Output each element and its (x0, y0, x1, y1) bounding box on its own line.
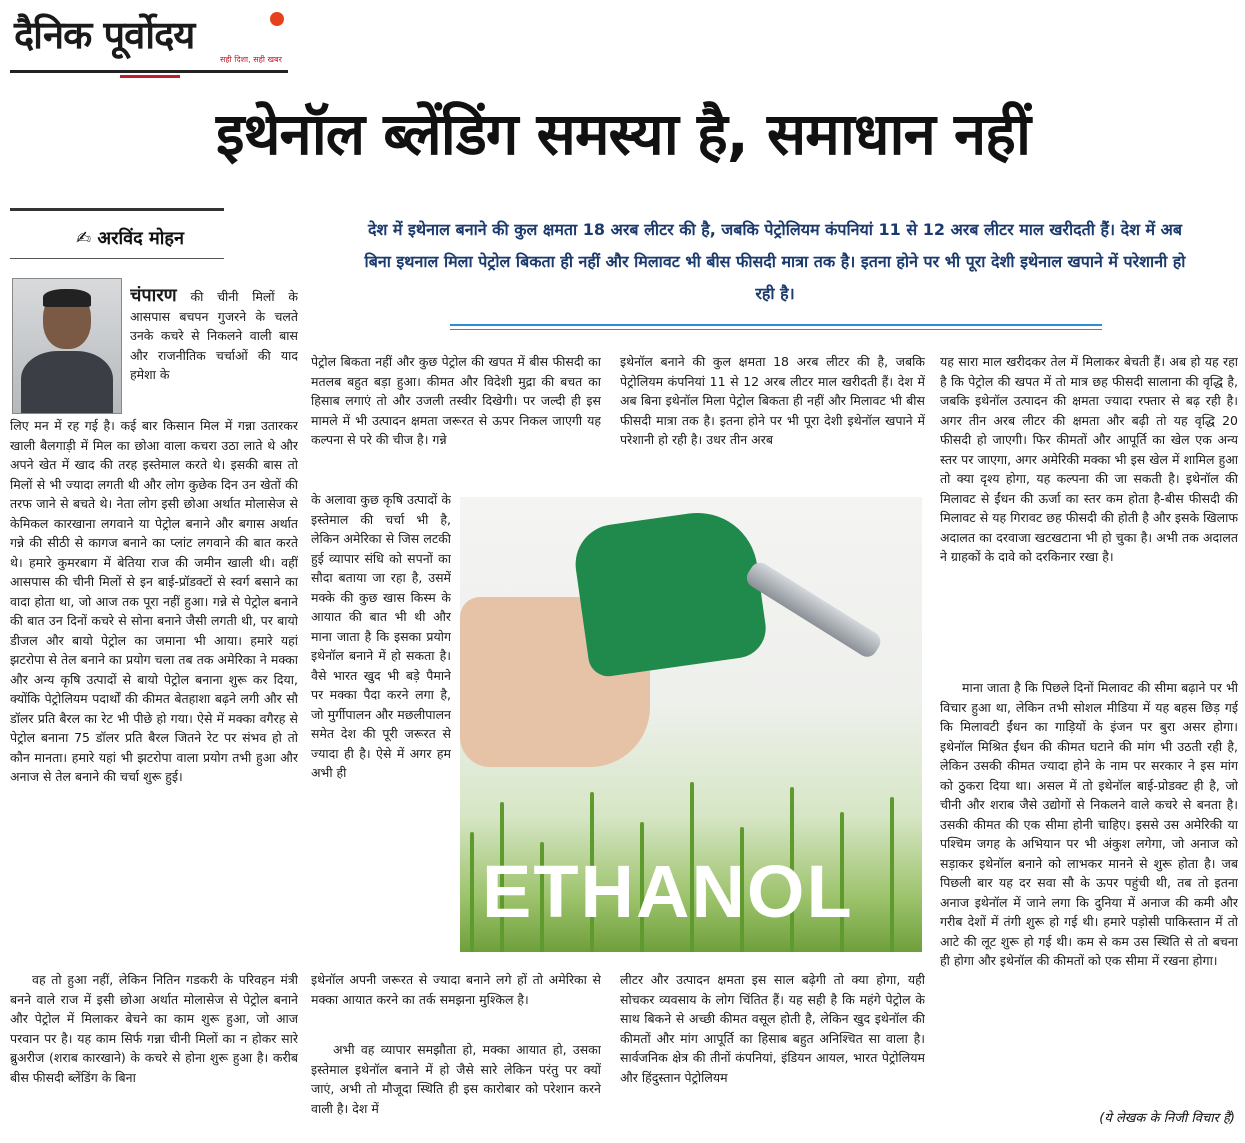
author-photo-body (21, 351, 113, 414)
dateline: चंपारण (130, 286, 177, 306)
col4-body: यह सारा माल खरीदकर तेल में मिलाकर बेचती हैं। अब हो यह रहा है कि पेट्रोल की खपत में तो मात्र छह फीसदी सालाना की वृद्धि है, जबकि इथेनॉल उत्पादन की क्षमता ज्यादा रफ्तार से बढ़ रही है। अगर तीन अरब लीटर की क्षमता और बढ़ी तो यह वृद्धि 20 फीसदी हो जाएगी। फिर कीमतों और आपूर्ति का खेल एक अन्य स्तर पर जाएगा, अगर अमेरिकी मक्का भी इस खेल में शामिल हुआ तो क्या दृश्य होगा, यह कल्पना की जा सकती है। इथेनॉल की मिलावट से ईंधन की ऊर्जा का स्तर कम होता है-बीस फीसदी की मिलावट से यह गिरावट छह फीसदी की होती है और इसके खिलाफ अदालत का दरवाजा खटखटाना भी हो चुका है। अभी तक अदालत ने ग्राहकों के दावे को दरकिनार रखा है। (940, 354, 1238, 564)
masthead-rule (10, 70, 288, 73)
author-photo-hair (43, 289, 91, 307)
col1-body2: वह तो हुआ नहीं, लेकिन नितिन गडकरी के परिवहन मंत्री बनने वाले राज में इसी छोआ अर्थात मोलासेज से पेट्रोल बनाने और पेट्रोल में मिलाकर बेचने का काम शुरू हुआ, जो आज परवान पर है। यह काम सिर्फ गन्ना चीनी मिलों का न होकर सारे ब्रुअरीज (शराब कारखाने) के कचरे से होना शुरू हुआ है। करीब बीस फीसदी ब्लेंडिंग के बिना (10, 972, 298, 1085)
col2-mid: के अलावा कुछ कृषि उत्पादों के इस्तेमाल की चर्चा भी है, लेकिन अमेरिका से जिस लटकी हुई व्यापार संधि को सपनों का सौदा बताया जा रहा है, उसमें मक्के की कुछ खास किस्म के आयात की बात भी थी और माना जाता है कि इसका प्रयोग इथेनॉल बनाने में हो सकता है। वैसे भारत खुद भी बड़े पैमाने पर मक्का पैदा करने लगा है, जो मुर्गीपालन और मछलीपालन समेत देश की पूरी जरूरत से ज्यादा ही है। ऐसे में अगर हम अभी ही (311, 492, 451, 780)
fuel-nozzle-icon (570, 505, 769, 679)
byline: ✍ अरविंद मोहन (76, 228, 184, 249)
nozzle-spout (743, 559, 884, 661)
standfirst: देश में इथेनाल बनाने की कुल क्षमता 18 अरब लीटर की है, जबकि पेट्रोलियम कंपनियां 11 से 12 अरब लीटर माल खरीदती हैं। देश में अब बिना इथनाल मिला पेट्रोल बिकता ही नहीं और मिलावट भी बीस फीसदी मात्रा तक है। इतना होने पर भी पूरा देशी इथेनाल खपाने में परेशानी हो रही है। (364, 220, 1186, 303)
masthead (10, 8, 300, 72)
author-disclaimer: (ये लेखक के निजी विचार हैं) (1099, 1111, 1235, 1126)
col1-intro-text: की चीनी मिलों के आसपास बचपन गुजरने के चलते उनके कचरे से निकलने वाली बास और राजनीतिक चर्चाओं की याद हमेशा के (130, 289, 298, 382)
col1-body: लिए मन में रह गई है। कई बार किसान मिल में गन्ना उतारकर खाली बैलगाड़ी में मिल का छोआ वाला कचरा उठा लाते थे और अपने खेत में खाद की तरह इस्तेमाल करते थे। इसकी बास तो मिलों से भी ज्यादा लगती थी और लोग कुछेक दिन उन खेतों की तरफ जाने से बचते थे। नेता लोग इसी छोआ अर्थात मोलासेज से केमिकल कारखाना लगवाने या पेट्रोल बनाने और बगास अर्थात गन्ने की सीठी से कागज बनाने का प्लांट लगवाने की बात करते थे। हमारे कुमरबाग में बेतिया राज की जमीन खाली थी। वहीं आसपास की चीनी मिलों से इन बाई-प्रॉडक्टों से स्वर्ग बसाने का वादा होता था, जो आज तक पूरा नहीं हुआ। गन्ने से पेट्रोल बनाने की बात उन दिनों कचरे से सोना बनाने जैसी लगती थी, पर बायो डीजल और बायो पेट्रोल का जमाना भी आया। हमारे यहां झटरोपा से तेल बनाने का प्रयोग चला तब तक अमेरिका ने मक्का और अन्य कृषि उत्पादों से बायो पेट्रोल बनाना शुरू कर दिया, क्योंकि पेट्रोलियम पदार्थों की कीमत बेतहाशा बढ़ने लगी और सौ डॉलर प्रति बैरल का रेट भी पीछे हो गया। ऐसे में मक्का वगैरह से पेट्रोल बनाना 75 डॉलर प्रति बैरल जितने रेट पर संभव हो तो कौन मानता। हमारे यहां भी झटरोपा वाला प्रयोग तभी हुआ और अनाज से तेल बनाने की चर्चा शुरू हुई। (10, 418, 298, 784)
author-photo (12, 278, 122, 414)
ethanol-label: ETHANOL (482, 850, 854, 933)
standfirst-rule (450, 324, 1102, 326)
col3-top: इथेनॉल बनाने की कुल क्षमता 18 अरब लीटर की है, जबकि पेट्रोलियम कंपनियां 11 से 12 अरब लीटर माल खरीदती हैं। देश में अब बिना इथेनॉल मिला पेट्रोल बिकता ही नहीं और मिलावट भी बीस फीसदी मात्रा तक है। इतना होने पर भी पूरा देशी इथेनॉल खपाने में परेशानी हो रही है। उधर तीन अरब (620, 354, 925, 447)
ethanol-fuel-image (460, 497, 922, 952)
standfirst-rule-thin (450, 329, 1102, 330)
byline-bottom-rule (10, 258, 224, 259)
col1-intro (130, 286, 298, 416)
masthead-title: दैनिक पूर्वोदय (14, 13, 195, 57)
byline-top-rule (10, 208, 224, 211)
masthead-logo-dot-icon (270, 12, 284, 26)
col4-body2: माना जाता है कि पिछले दिनों मिलावट की सीमा बढ़ाने पर भी विचार हुआ था, लेकिन तभी सोशल मीडिया में यह बहस छिड़ गई कि मिलावटी ईंधन का गाड़ियों के इंजन पर बुरा असर होगा। इथेनॉल मिश्रित ईंधन की कीमत घटाने की मांग भी उठती रही है, लेकिन उसकी कीमत ज्यादा होने के नाम पर सरकार ने इस मांग को ठुकरा दिया था। असल में तो इथेनॉल बाई-प्रोडक्ट ही है, जो चीनी और शराब जैसे उद्योगों से निकलने वाले कचरे से बनता है। उसकी कीमत की एक सीमा होनी चाहिए। इससे उस अमेरिकी या पश्चिम जगह के अभियान पर भी अंकुश लगेगा, जो अनाज को सड़ाकर इथेनॉल बनाने को लाभकर मानने से शुरू होता है। जब पिछली बार यह दर सवा सौ के ऊपर पहुंची थी, तब तो इतना अनाज इथेनॉल में जाने लगा कि दुनिया में अनाज की कमी और गरीब देशों में तंगी शुरू हो गई थी। हमारे पड़ोसी पाकिस्तान में तो आटे की लूट शुरू हो गई थी। कम से कम उस स्थिति से तो बचना ही होगा और इथेनॉल की कीमतों को एक सीमा में रखना होगा। (940, 680, 1238, 968)
masthead-tagline: सही दिशा, सही खबर (220, 55, 282, 64)
col2-bottom2: अभी वह व्यापार समझौता हो, मक्का आयात हो, उसका इस्तेमाल इथेनॉल बनाने में हो जैसे सारे लेकिन परंतु पर क्यों जाएं, अभी तो मौजूदा स्थिति ही इस कारोबार को परेशान करने वाली है। देश में (311, 1042, 601, 1116)
grass-blade (470, 832, 474, 952)
col2-bottom: इथेनॉल अपनी जरूरत से ज्यादा बनाने लगे हों तो अमेरिका से मक्का आयात करने का तर्क समझना मुश्किल है। (311, 972, 601, 1007)
article-headline: इथेनॉल ब्लेंडिंग समस्या है, समाधान नहीं (216, 100, 1030, 168)
col3-bottom: लीटर और उत्पादन क्षमता इस साल बढ़ेगी तो क्या होगा, यही सोचकर व्यवसाय के लोग चिंतित हैं। यह सही है कि महंगे पेट्रोल के साथ बिकने से अच्छी कीमत वसूल होती है, लेकिन खुद इथेनॉल की कीमतों और मांग आपूर्ति का हिसाब बहुत अनिश्चित सा वाला है। सार्वजनिक क्षेत्र की तीनों कंपनियां, इंडियन आयल, भारत पेट्रोलियम और हिंदुस्तान पेट्रोलियम (620, 972, 925, 1085)
grass-blade (890, 797, 894, 952)
col2-top: पेट्रोल बिकता नहीं और कुछ पेट्रोल की खपत में बीस फीसदी का मतलब बहुत बड़ा हुआ। कीमत और विदेशी मुद्रा की बचत का हिसाब लगाएं तो और उजली तस्वीर दिखेगी। पर जल्दी ही इस मामले में भी उत्पादन क्षमता जरूरत से ऊपर निकल जाएगी यह कल्पना से परे की चीज है। गन्ने (311, 354, 601, 447)
masthead-accent-rule (120, 75, 180, 78)
